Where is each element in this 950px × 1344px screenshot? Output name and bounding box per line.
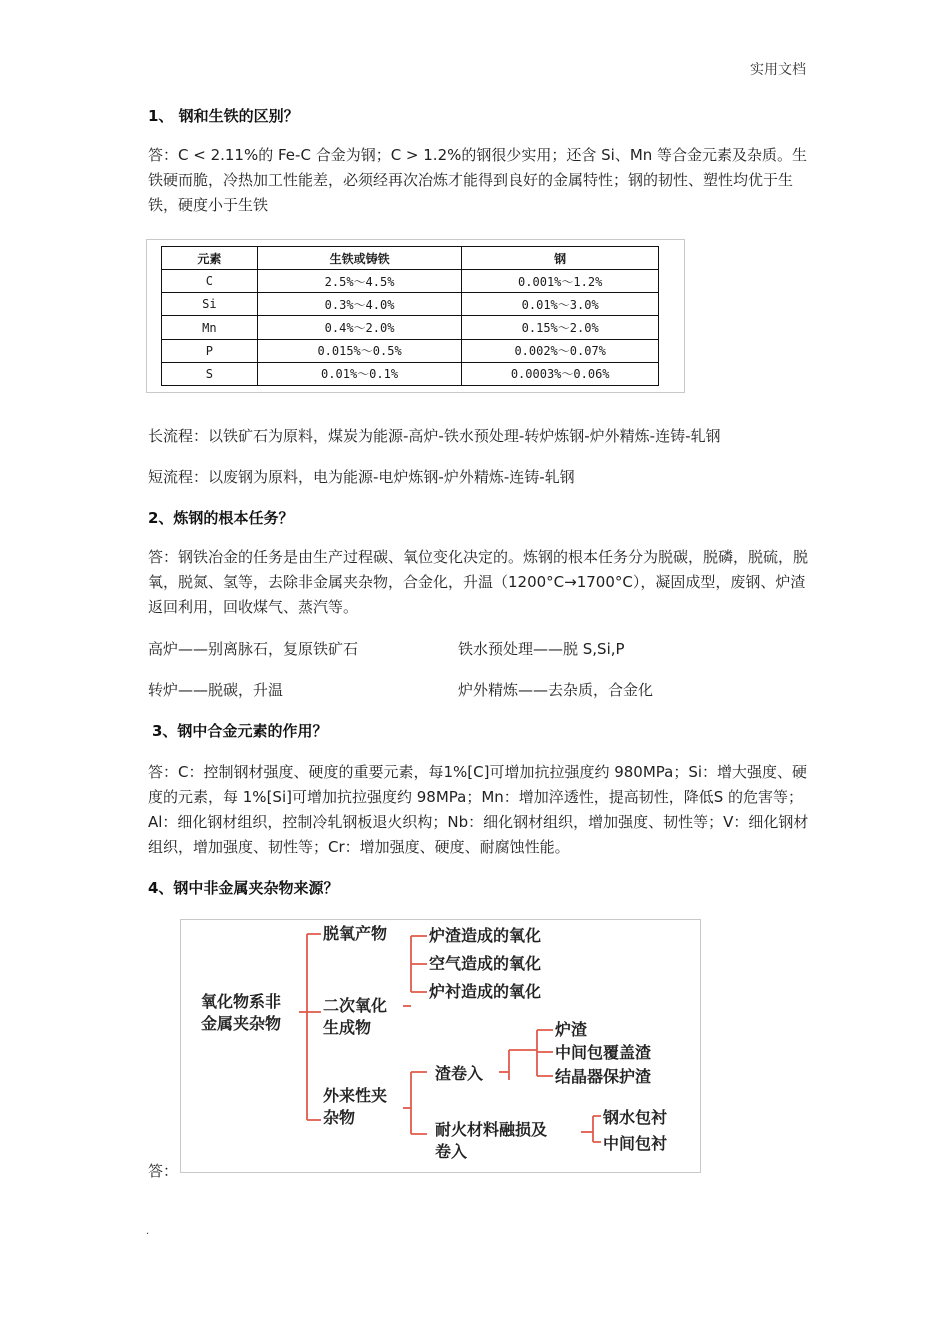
table-cell: 0.002%～0.07% [462, 339, 659, 362]
q3-title: 3、钢中合金元素的作用？ [152, 722, 328, 740]
footer-dot: . [146, 1226, 150, 1237]
diagram-leaf: 空气造成的氧化 [429, 954, 542, 973]
composition-table-figure [146, 239, 685, 393]
table-cell: 0.01%～0.1% [257, 362, 462, 385]
table-cell: 0.3%～4.0% [257, 293, 462, 316]
diagram-root-line: 金属夹杂物 [201, 1014, 282, 1033]
diagram-leaf: 钢水包衬 [603, 1108, 668, 1127]
diagram-node: 外来性夹 [323, 1086, 388, 1105]
diagram-leaf: 中间包覆盖渣 [555, 1043, 652, 1062]
inclusion-source-diagram [180, 919, 701, 1173]
diagram-leaf: 中间包衬 [603, 1134, 668, 1153]
table-cell: Mn [162, 316, 258, 339]
composition-table [161, 246, 659, 386]
table-header-cell: 生铁或铸铁 [257, 247, 462, 270]
q2-answer: 答：钢铁冶金的任务是由生产过程碳、氧位变化决定的。炼钢的根本任务分为脱碳，脱磷，脱硫，脱氧，脱氮、氢等，去除非金属夹杂物，合金化，升温（1200°C→1700°C），凝固成型，废钢、炉渣返回利用，回收煤气、蒸汽等。 [148, 548, 809, 616]
table-cell: Si [162, 293, 258, 316]
table-row [162, 339, 659, 362]
table-cell: 0.01%～3.0% [462, 293, 659, 316]
diagram-node: 渣卷入 [435, 1064, 484, 1083]
task-item: 铁水预处理——脱 S,Si,P [458, 640, 625, 658]
table-cell: 2.5%～4.5% [257, 270, 462, 293]
diagram-leaf: 炉渣造成的氧化 [429, 926, 542, 945]
diagram-leaf: 结晶器保护渣 [555, 1067, 652, 1086]
q2-title: 2、炼钢的根本任务？ [148, 509, 294, 527]
short-process-text: 短流程：以废钢为原料，电为能源-电炉炼钢-炉外精炼-连铸-轧钢 [148, 468, 575, 486]
diagram-root-line: 氧化物系非 [201, 992, 282, 1011]
table-cell: C [162, 270, 258, 293]
table-cell: 0.001%～1.2% [462, 270, 659, 293]
table-header-cell: 钢 [462, 247, 659, 270]
q3-answer: 答：C：控制钢材强度、硬度的重要元素，每1%[C]可增加抗拉强度约 980MPa；Si：增大强度、硬度的元素，每 1%[Si]可增加抗拉强度约 98MPa；Mn：增加淬透性，提高韧性，降低S 的危害等；Al：细化钢材组织，控制冷轧钢板退火织构；Nb：细化钢材组织，增加强度、韧性等；V：细化钢材组织，增加强度、韧性等；Cr：增加强度、硬度、耐腐蚀性能。 [148, 763, 809, 856]
table-cell: S [162, 362, 258, 385]
table-cell: P [162, 339, 258, 362]
q4-title: 4、钢中非金属夹杂物来源？ [148, 879, 339, 897]
table-cell: 0.0003%～0.06% [462, 362, 659, 385]
diagram-leaf: 炉衬造成的氧化 [429, 982, 542, 1001]
table-header-row [162, 247, 659, 270]
diagram-node: 脱氧产物 [323, 924, 388, 943]
q4-answer-label: 答： [148, 1162, 179, 1180]
q1-title: 1、 钢和生铁的区别？ [148, 107, 299, 125]
table-row [162, 316, 659, 339]
table-row [162, 293, 659, 316]
diagram-node: 二次氧化 [323, 996, 388, 1015]
diagram-node: 生成物 [323, 1018, 372, 1037]
table-cell: 0.015%～0.5% [257, 339, 462, 362]
page-header-label: 实用文档 [750, 62, 806, 78]
diagram-node: 卷入 [435, 1142, 468, 1161]
task-item: 炉外精炼——去杂质，合金化 [458, 681, 654, 699]
task-item: 高炉——别离脉石，复原铁矿石 [148, 640, 359, 658]
long-process-text: 长流程：以铁矿石为原料，煤炭为能源-高炉-铁水预处理-转炉炼钢-炉外精炼-连铸-轧钢 [148, 427, 721, 445]
table-row [162, 362, 659, 385]
table-header-cell: 元素 [162, 247, 258, 270]
task-item: 转炉——脱碳，升温 [148, 681, 284, 699]
diagram-leaf: 炉渣 [555, 1020, 588, 1039]
diagram-node: 耐火材料融损及 [435, 1120, 548, 1139]
table-row [162, 270, 659, 293]
q1-answer: 答：C < 2.11%的 Fe-C 合金为钢；C > 1.2%的钢很少实用；还含 Si、Mn 等合金元素及杂质。生铁硬而脆，冷热加工性能差，必须经再次冶炼才能得到良好的金属特性；钢的韧性、塑性均优于生铁，硬度小于生铁 [148, 146, 808, 214]
diagram-node: 杂物 [323, 1108, 356, 1127]
table-cell: 0.15%～2.0% [462, 316, 659, 339]
table-cell: 0.4%～2.0% [257, 316, 462, 339]
